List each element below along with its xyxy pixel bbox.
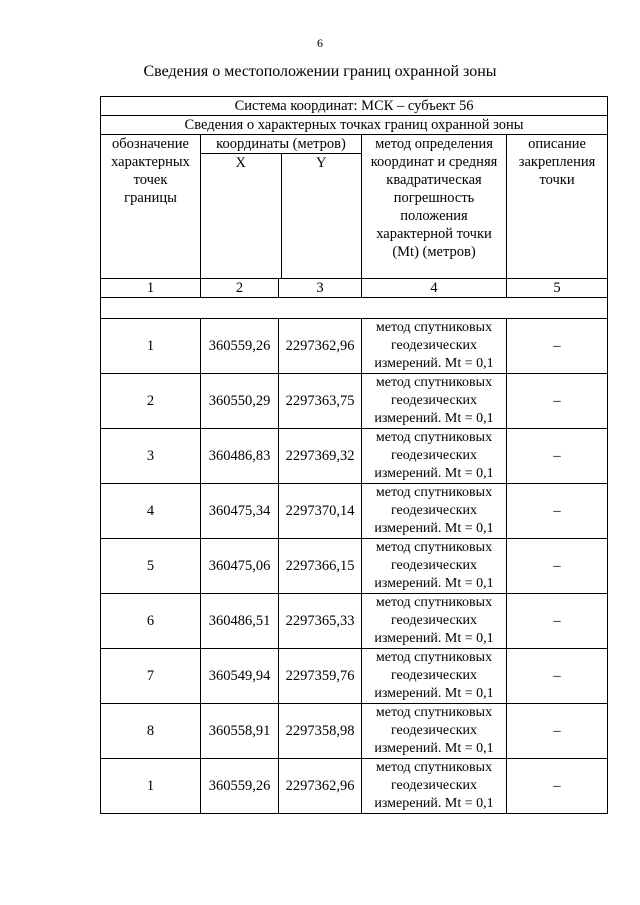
method-line: измерений. Mt = 0,1	[374, 576, 494, 591]
x-coordinate-cell: 360559,26	[201, 319, 279, 374]
method-cell	[362, 319, 507, 374]
table-subtitle: Сведения о характерных точках границ охранной зоны	[101, 116, 608, 135]
point-id-cell: 7	[101, 649, 201, 704]
y-coordinate-cell: 2297362,96	[279, 319, 362, 374]
column-number: 3	[279, 279, 362, 298]
method-cell	[362, 594, 507, 649]
method-line: метод спутниковых	[375, 430, 493, 445]
method-line: измерений. Mt = 0,1	[374, 356, 494, 371]
method-line: метод спутниковых	[375, 540, 493, 555]
point-id-cell: 1	[101, 319, 201, 374]
method-line: измерений. Mt = 0,1	[374, 796, 494, 811]
description-cell: –	[507, 704, 608, 759]
method-line: метод спутниковых	[375, 650, 493, 665]
x-coordinate-cell: 360559,26	[201, 759, 279, 814]
method-line: метод спутниковых	[375, 760, 493, 775]
header-description: описание закрепления точки	[507, 135, 608, 279]
method-cell	[362, 759, 507, 814]
point-id-cell: 3	[101, 429, 201, 484]
method-line: геодезических	[390, 778, 477, 793]
description-cell: –	[507, 319, 608, 374]
column-number: 4	[362, 279, 507, 298]
table-row	[101, 539, 608, 594]
method-line: геодезических	[390, 448, 477, 463]
column-number: 5	[507, 279, 608, 298]
method-line: геодезических	[390, 668, 477, 683]
page-number: 6	[317, 36, 323, 50]
method-line: измерений. Mt = 0,1	[374, 631, 494, 646]
method-cell	[362, 649, 507, 704]
column-number-row	[101, 279, 608, 298]
point-id-cell: 5	[101, 539, 201, 594]
method-line: геодезических	[390, 503, 477, 518]
y-coordinate-cell: 2297362,96	[279, 759, 362, 814]
header-x: X	[201, 154, 282, 278]
table-row	[101, 484, 608, 539]
method-cell	[362, 704, 507, 759]
description-cell: –	[507, 539, 608, 594]
method-line: геодезических	[390, 338, 477, 353]
method-cell	[362, 429, 507, 484]
table-row	[101, 594, 608, 649]
description-cell: –	[507, 594, 608, 649]
method-line: метод спутниковых	[375, 595, 493, 610]
point-id-cell: 8	[101, 704, 201, 759]
method-line: метод спутниковых	[375, 485, 493, 500]
method-line: геодезических	[390, 393, 477, 408]
description-cell: –	[507, 649, 608, 704]
description-cell: –	[507, 429, 608, 484]
table-row	[101, 649, 608, 704]
point-id-cell: 1	[101, 759, 201, 814]
column-number: 1	[101, 279, 201, 298]
header-coordinates-title: координаты (метров)	[201, 135, 362, 154]
method-line: измерений. Mt = 0,1	[374, 741, 494, 756]
x-coordinate-cell: 360558,91	[201, 704, 279, 759]
table-row	[101, 429, 608, 484]
point-id-cell: 4	[101, 484, 201, 539]
table-row	[101, 319, 608, 374]
header-method: метод определения координат и средняя квадратическая погрешность положения характерной точки (Mt) (метров)	[362, 135, 507, 279]
coordinate-system-label: Система координат: МСК – субъект 56	[101, 97, 608, 116]
x-coordinate-cell: 360475,06	[201, 539, 279, 594]
method-line: геодезических	[390, 613, 477, 628]
y-coordinate-cell: 2297365,33	[279, 594, 362, 649]
method-cell	[362, 539, 507, 594]
coordinate-system-row	[101, 97, 608, 116]
table-row	[101, 704, 608, 759]
column-header-row	[101, 135, 608, 279]
y-coordinate-cell: 2297366,15	[279, 539, 362, 594]
header-coordinates	[201, 135, 362, 279]
page-title: Сведения о местоположении границ охранной зоны	[143, 63, 497, 80]
method-line: измерений. Mt = 0,1	[374, 521, 494, 536]
header-point-designation: обозначение характерных точек границы	[101, 135, 201, 279]
x-coordinate-cell: 360486,83	[201, 429, 279, 484]
method-line: измерений. Mt = 0,1	[374, 466, 494, 481]
method-cell	[362, 374, 507, 429]
blank-row	[101, 298, 608, 319]
y-coordinate-cell: 2297369,32	[279, 429, 362, 484]
boundary-points-table	[100, 96, 608, 814]
method-line: метод спутниковых	[375, 375, 493, 390]
y-coordinate-cell: 2297358,98	[279, 704, 362, 759]
y-coordinate-cell: 2297359,76	[279, 649, 362, 704]
method-line: метод спутниковых	[375, 705, 493, 720]
x-coordinate-cell: 360550,29	[201, 374, 279, 429]
column-number: 2	[201, 279, 279, 298]
method-line: метод спутниковых	[375, 320, 493, 335]
method-line: измерений. Mt = 0,1	[374, 686, 494, 701]
point-id-cell: 6	[101, 594, 201, 649]
x-coordinate-cell: 360549,94	[201, 649, 279, 704]
description-cell: –	[507, 374, 608, 429]
table-row	[101, 759, 608, 814]
header-y: Y	[316, 155, 327, 171]
point-id-cell: 2	[101, 374, 201, 429]
y-coordinate-cell: 2297370,14	[279, 484, 362, 539]
table-subtitle-row	[101, 116, 608, 135]
method-cell	[362, 484, 507, 539]
x-coordinate-cell: 360475,34	[201, 484, 279, 539]
description-cell: –	[507, 759, 608, 814]
x-coordinate-cell: 360486,51	[201, 594, 279, 649]
method-line: измерений. Mt = 0,1	[374, 411, 494, 426]
description-cell: –	[507, 484, 608, 539]
method-line: геодезических	[390, 558, 477, 573]
y-coordinate-cell: 2297363,75	[279, 374, 362, 429]
table-row	[101, 374, 608, 429]
method-line: геодезических	[390, 723, 477, 738]
blank-cell	[101, 298, 608, 319]
